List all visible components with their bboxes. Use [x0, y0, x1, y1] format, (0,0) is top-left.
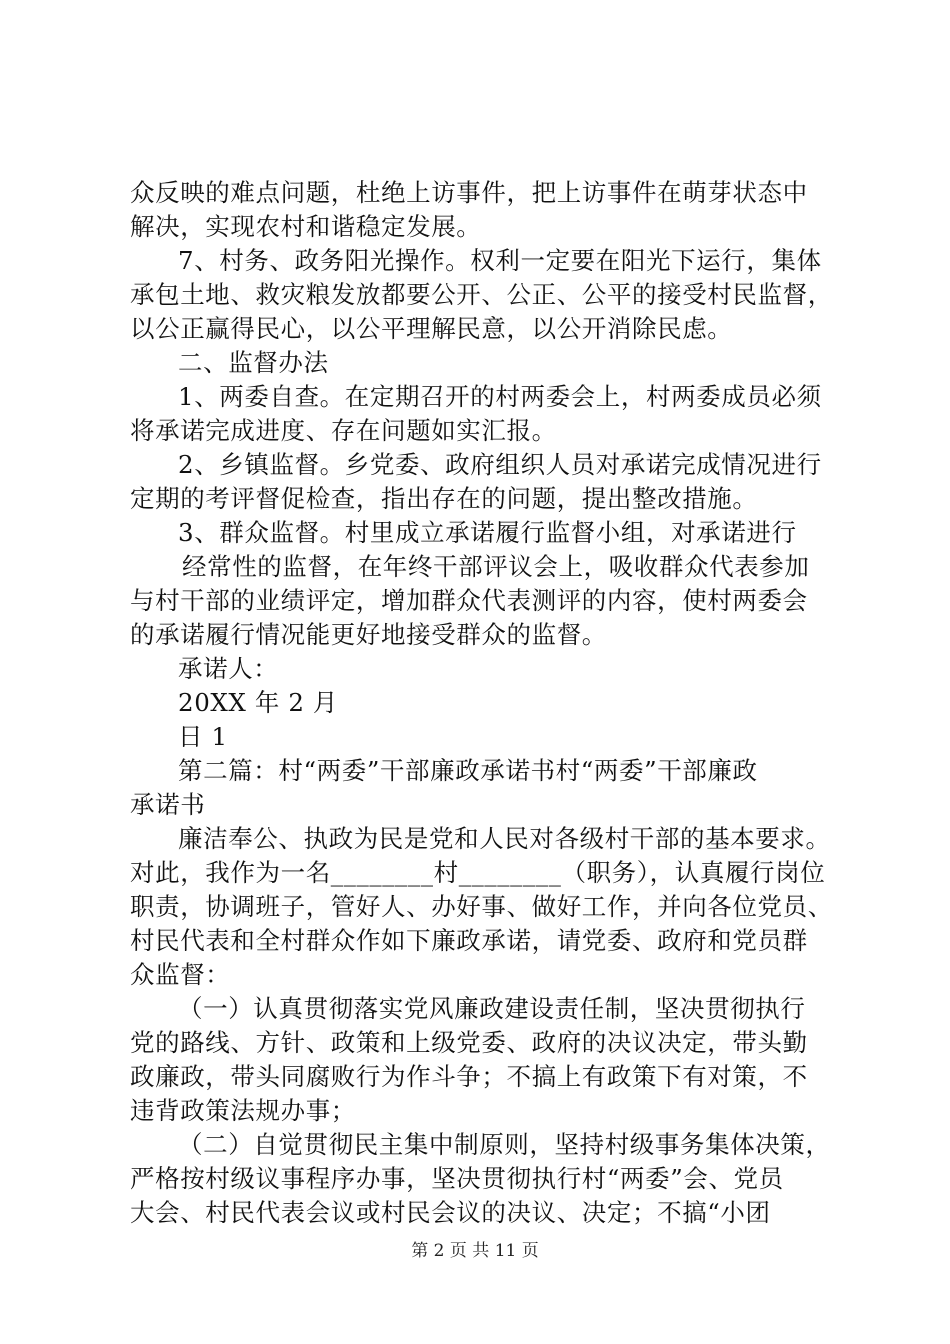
- section-title: 承诺书: [130, 790, 206, 819]
- date-line: 日 1: [178, 722, 228, 751]
- text-line: 解决，实现农村和谐稳定发展。: [130, 212, 482, 241]
- text-line: 政廉政，带头同腐败行为作斗争；不搞上有政策下有对策，不: [130, 1062, 808, 1091]
- text-line: 1、两委自查。在定期召开的村两委会上，村两委成员必须: [178, 382, 822, 411]
- text-line: （二）自觉贯彻民主集中制原则，坚持村级事务集体决策，: [178, 1130, 831, 1159]
- date-line: 20XX 年 2 月: [178, 688, 339, 717]
- text-line: 以公正赢得民心，以公平理解民意，以公开消除民虑。: [130, 314, 733, 343]
- text-line: 经常性的监督，在年终干部评议会上，吸收群众代表参加: [182, 552, 810, 581]
- text-line: 7、村务、政务阳光操作。权利一定要在阳光下运行，集体: [178, 246, 822, 275]
- text-line: 对此，我作为一名________村________（职务），认真履行岗位: [130, 858, 826, 887]
- text-line: 村民代表和全村群众作如下廉政承诺，请党委、政府和党员群: [130, 926, 808, 955]
- text-line: 将承诺完成进度、存在问题如实汇报。: [130, 416, 557, 445]
- text-line: 2、乡镇监督。乡党委、政府组织人员对承诺完成情况进行: [178, 450, 822, 479]
- section-title: 第二篇：村“两委”干部廉政承诺书村“两委”干部廉政: [178, 756, 758, 785]
- text-line: 大会、村民代表会议或村民会议的决议、决定；不搞“小团: [130, 1198, 771, 1227]
- text-line: 承包土地、救灾粮发放都要公开、公正、公平的接受村民监督，: [130, 280, 833, 309]
- text-line: 违背政策法规办事；: [130, 1096, 356, 1125]
- text-line: 严格按村级议事程序办事，坚决贯彻执行村“两委”会、党员: [130, 1164, 784, 1193]
- text-line: 众反映的难点问题，杜绝上访事件，把上访事件在萌芽状态中: [130, 178, 808, 207]
- text-line: 定期的考评督促检查，指出存在的问题，提出整改措施。: [130, 484, 758, 513]
- text-line: 职责，协调班子，管好人、办好事、做好工作，并向各位党员、: [130, 892, 833, 921]
- text-line: 廉洁奉公、执政为民是党和人民对各级村干部的基本要求。: [178, 824, 831, 853]
- section-heading: 二、监督办法: [178, 348, 329, 377]
- text-line: 3、群众监督。村里成立承诺履行监督小组，对承诺进行: [178, 518, 797, 547]
- page-number-footer: 第 2 页 共 11 页: [411, 1241, 539, 1261]
- signer-label: 承诺人：: [178, 654, 279, 683]
- text-line: 与村干部的业绩评定，增加群众代表测评的内容，使村两委会: [130, 586, 808, 615]
- text-line: 党的路线、方针、政策和上级党委、政府的决议决定，带头勤: [130, 1028, 808, 1057]
- text-line: 众监督：: [130, 960, 231, 989]
- text-line: 的承诺履行情况能更好地接受群众的监督。: [130, 620, 607, 649]
- text-line: （一）认真贯彻落实党风廉政建设责任制，坚决贯彻执行: [178, 994, 806, 1023]
